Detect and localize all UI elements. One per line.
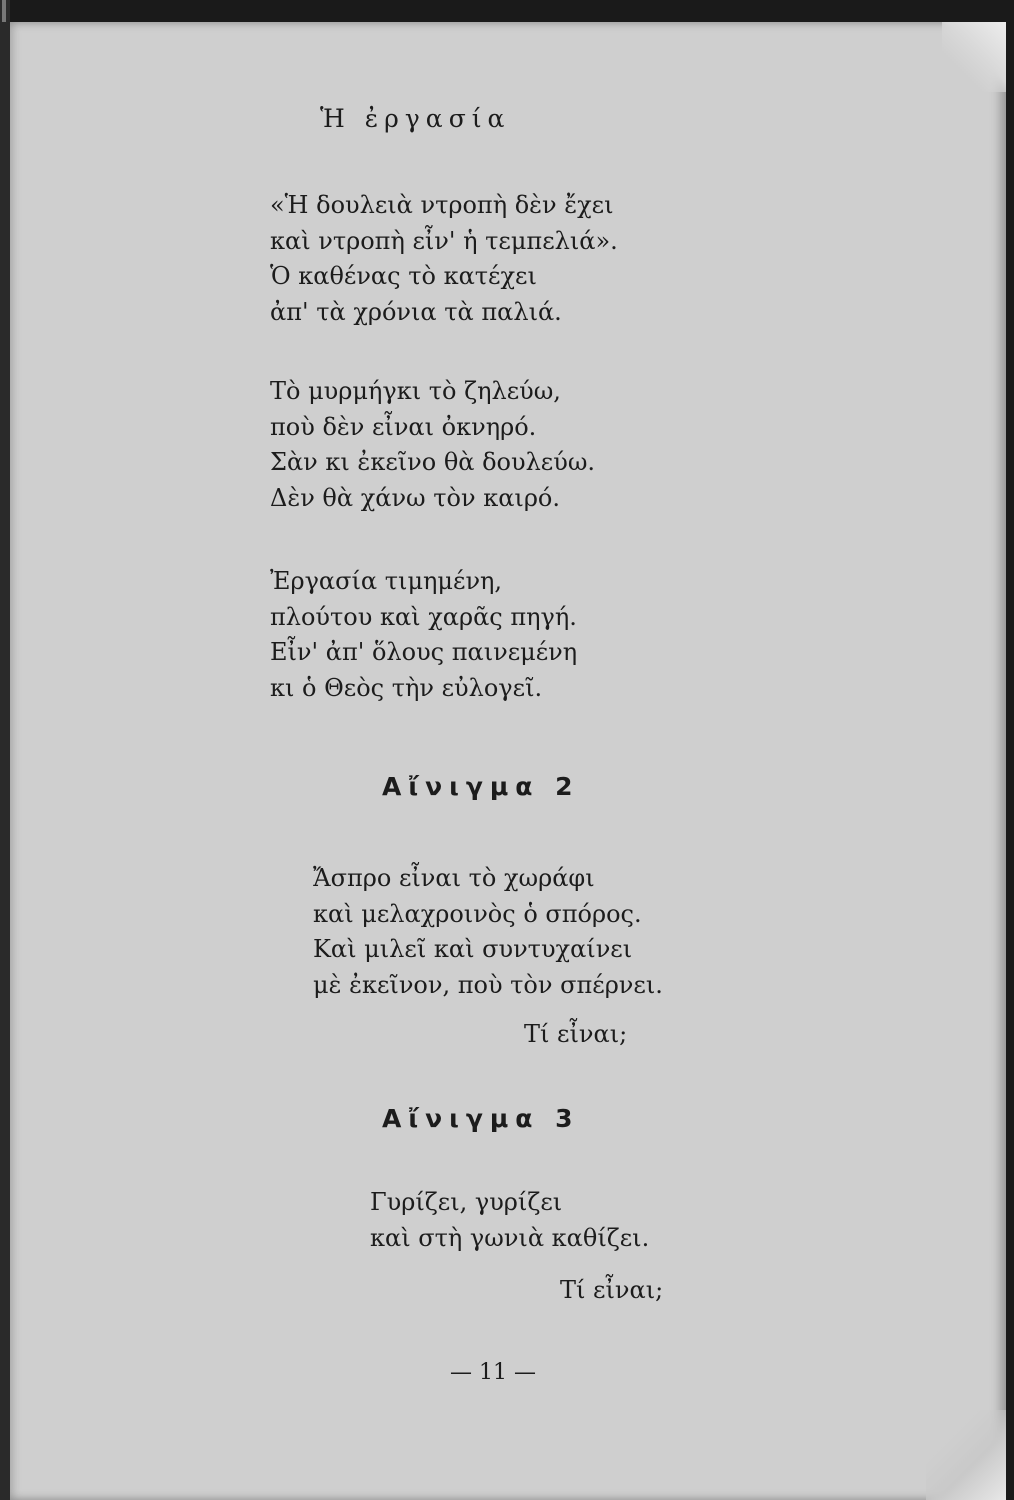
verse-line: Ἐργασία τιμημένη, <box>270 567 503 595</box>
page-number: — 11 — <box>450 1360 536 1385</box>
page-corner-fold-bottom <box>926 1410 1006 1500</box>
riddle-2-question: Τί εἶναι; <box>524 1020 628 1048</box>
verse-line: ἀπ' τὰ χρόνια τὰ παλιά. <box>270 297 562 326</box>
verse-line: Δὲν θὰ χάνω τὸν καιρό. <box>270 483 561 512</box>
poem-stanza-1 <box>270 188 618 330</box>
verse-line: πλούτου καὶ χαρᾶς πηγή. <box>270 602 577 631</box>
verse-line: Ὁ καθένας τὸ κατέχει <box>270 262 537 290</box>
riddle-2-heading: Αἴνιγμα 2 <box>382 772 580 801</box>
riddle-2-verse <box>313 861 663 1003</box>
verse-line: Ἄσπρο εἶναι τὸ χωράφι <box>313 864 595 892</box>
verse-line: καὶ ντροπὴ εἶν' ἡ τεμπελιά». <box>270 226 618 255</box>
poem-stanza-3 <box>270 564 577 706</box>
verse-line: κι ὁ Θεὸς τὴν εὐλογεῖ. <box>270 673 543 702</box>
poem-title: Ἡ ἐργασία <box>320 104 511 133</box>
verse-line: καὶ μελαχροινὸς ὁ σπόρος. <box>313 899 642 928</box>
book-binding-edge <box>0 0 10 1500</box>
verse-line: ποὺ δὲν εἶναι ὀκνηρό. <box>270 412 537 441</box>
verse-line: Καὶ μιλεῖ καὶ συντυχαίνει <box>313 935 633 963</box>
verse-line: Εἶν' ἀπ' ὅλους παινεμένη <box>270 638 578 666</box>
verse-line: καὶ στὴ γωνιὰ καθίζει. <box>370 1223 650 1252</box>
binding-mark <box>2 0 6 22</box>
verse-line: Σὰν κι ἐκεῖνο θὰ δουλεύω. <box>270 448 596 476</box>
riddle-3-question: Τί εἶναι; <box>560 1276 664 1304</box>
verse-line: μὲ ἐκεῖνον, ποὺ τὸν σπέρνει. <box>313 970 663 999</box>
verse-line: Γυρίζει, γυρίζει <box>370 1188 563 1216</box>
page-corner-fold-top <box>942 22 1006 92</box>
verse-line: «Ἡ δουλειὰ ντροπὴ δὲν ἔχει <box>270 191 614 219</box>
riddle-3-heading: Αἴνιγμα 3 <box>382 1104 580 1133</box>
book-page <box>10 22 1006 1500</box>
verse-line: Τὸ μυρμήγκι τὸ ζηλεύω, <box>270 377 561 405</box>
poem-stanza-2 <box>270 374 595 516</box>
riddle-3-verse <box>370 1185 649 1256</box>
